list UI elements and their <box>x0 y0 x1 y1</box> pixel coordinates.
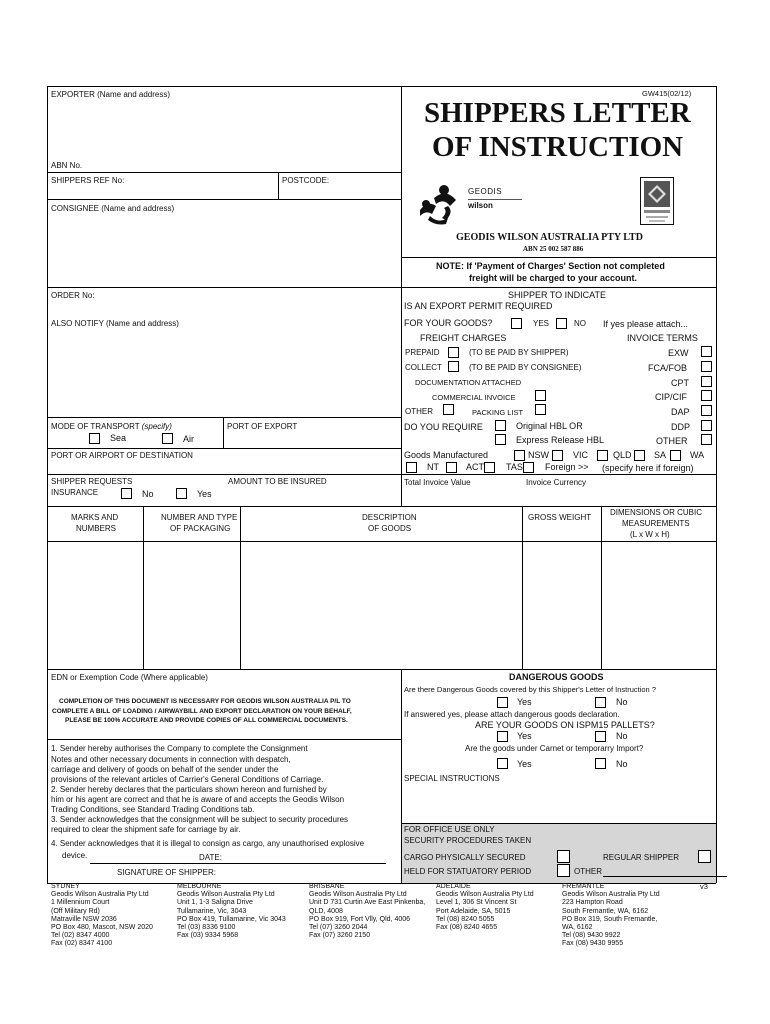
do-you-require: DO YOU REQUIRE <box>404 422 483 432</box>
state-wa: WA <box>690 450 705 460</box>
col-dims-1: DIMENSIONS OR CUBIC <box>610 508 703 517</box>
express-release-label: Express Release HBL <box>516 435 605 445</box>
office-line: Geodis Wilson Australia Pty Ltd <box>562 891 660 899</box>
insurance-label: INSURANCE <box>51 488 99 497</box>
carnet-no-checkbox[interactable] <box>595 758 606 769</box>
cargo-secured-label: CARGO PHYSICALLY SECURED <box>404 853 526 862</box>
term-ddp-checkbox[interactable] <box>701 420 712 431</box>
held-statutory-label: HELD FOR STATUATORY PERIOD <box>404 867 532 876</box>
term-cpt: CPT <box>671 378 689 388</box>
other-doc-checkbox[interactable] <box>443 404 454 415</box>
state-nt: NT <box>427 462 439 472</box>
office-line: Tel (02) 8347 4000 <box>51 932 110 940</box>
sea-checkbox[interactable] <box>89 433 100 444</box>
term-line-1: 1. Sender hereby authorises the Company to complete the Consignment <box>51 744 308 753</box>
office-line: PO Box 919, Fort Vlly, Qld, 4006 <box>309 915 411 923</box>
office-city: MELBOURNE <box>177 883 222 890</box>
ispm-yes-checkbox[interactable] <box>497 731 508 742</box>
regular-shipper-label: REGULAR SHIPPER <box>603 853 680 862</box>
office-line: Geodis Wilson Australia Pty Ltd <box>51 891 149 899</box>
port-destination-label: PORT OR AIRPORT OF DESTINATION <box>51 451 193 460</box>
mode-of-transport-label: MODE OF TRANSPORT (specify) <box>51 422 172 431</box>
form-code: GW415(02/12) <box>642 89 692 98</box>
term-line-3: carriage and delivery of goods on behalf of the sender under the <box>51 765 279 774</box>
office-line: Fax (07) 3260 2150 <box>309 932 371 940</box>
permit-yes-label: YES <box>533 319 550 328</box>
office-use-label: FOR OFFICE USE ONLY <box>404 825 495 834</box>
completion-line-3: PLEASE BE 100% ACCURATE AND PROVIDE COPIES OF ALL COMMERCIAL DOCUMENTS. <box>65 717 348 724</box>
office-line: Tullamarine, Vic, 3043 <box>177 907 247 915</box>
carnet-question: Are the goods under Carnet or temporarry Import? <box>465 744 644 753</box>
paid-by-shipper: (TO BE PAID BY SHIPPER) <box>469 348 569 357</box>
office-line: Unit 1, 1-3 Saligna Drive <box>177 899 253 907</box>
note-line-2: freight will be charged to your account. <box>469 273 638 283</box>
freight-charges-label: FREIGHT CHARGES <box>420 333 507 343</box>
col-desc-1: DESCRIPTION <box>362 513 417 522</box>
term-line-6: him or his agent are correct and that he is aware of and accepts the Geodis Wilson <box>51 795 345 804</box>
office-city: FREMANTLE <box>562 883 605 890</box>
term-exw: EXW <box>668 348 689 358</box>
office-line: 1 Millennium Court <box>51 899 110 907</box>
office-line: PO Box 319, South Fremantle, <box>562 915 658 923</box>
state-vic: VIC <box>573 450 589 460</box>
doc-attached-label: DOCUMENTATION ATTACHED <box>415 378 522 387</box>
office-line: Unit D 731 Curtin Ave East Pinkenba, <box>309 899 426 907</box>
office-brisbane <box>309 883 439 940</box>
geodis-logo <box>418 180 528 226</box>
ispm-no-checkbox[interactable] <box>595 731 606 742</box>
office-line: Fax (03) 9334 5968 <box>177 932 239 940</box>
col-dims-2: MEASUREMENTS <box>622 519 690 528</box>
prepaid-label: PREPAID <box>405 348 440 357</box>
exporter-label: EXPORTER (Name and address) <box>51 90 171 99</box>
office-adelaide <box>436 883 560 932</box>
collect-checkbox[interactable] <box>448 361 459 372</box>
term-cpt-checkbox[interactable] <box>701 376 712 387</box>
completion-line-1: COMPLETION OF THIS DOCUMENT IS NECESSARY FOR GEODIS WILSON AUSTRALIA P/L TO <box>59 698 351 705</box>
state-qld: QLD <box>613 450 632 460</box>
title-line-2: OF INSTRUCTION <box>432 131 684 163</box>
vic-checkbox[interactable] <box>552 450 563 461</box>
regular-shipper-checkbox[interactable] <box>698 850 711 863</box>
dangerous-goods-heading: DANGEROUS GOODS <box>509 672 604 682</box>
logo-wilson-text: wilson <box>468 201 493 210</box>
invoice-terms-label: INVOICE TERMS <box>627 333 698 343</box>
term-line-2: Notes and other necessary documents in connection with despatch, <box>51 755 291 764</box>
permit-no-checkbox[interactable] <box>556 318 567 329</box>
office-line: South Fremantle, WA, 6162 <box>562 907 649 915</box>
amount-insured-label: AMOUNT TO BE INSURED <box>228 477 327 486</box>
state-act: ACT <box>466 462 484 472</box>
insurance-no-checkbox[interactable] <box>121 488 132 499</box>
carnet-yes-label: Yes <box>517 759 532 769</box>
air-label: Air <box>183 434 194 444</box>
dg-yes-checkbox[interactable] <box>497 697 508 708</box>
office-line: WA, 6162 <box>562 924 593 932</box>
term-fca-fob-checkbox[interactable] <box>701 361 712 372</box>
special-instructions-label: SPECIAL INSTRUCTIONS <box>404 774 500 783</box>
date-label: DATE: <box>199 853 222 862</box>
sea-label: Sea <box>110 433 127 443</box>
wa-checkbox[interactable] <box>670 450 681 461</box>
office-sydney <box>51 883 176 949</box>
company-name: GEODIS WILSON AUSTRALIA PTY LTD <box>456 232 643 243</box>
term-line-8: 3. Sender acknowledges that the consignment will be subject to security procedures <box>51 815 349 824</box>
total-invoice-label: Total Invoice Value <box>404 478 471 487</box>
office-line: Geodis Wilson Australia Pty Ltd <box>177 891 275 899</box>
specify-foreign: (specify here if foreign) <box>602 463 694 473</box>
air-checkbox[interactable] <box>162 433 173 444</box>
dg-attach-note: If answered yes, please attach dangerous goods declaration. <box>404 710 620 719</box>
office-line: Fax (08) 9430 9955 <box>562 940 624 948</box>
term-4-line-1: 4. Sender acknowledges that it is illegal to consign as cargo, any unauthorised explosive <box>51 839 365 848</box>
term-cip-cif: CIP/CIF <box>655 392 688 402</box>
invoice-currency-label: Invoice Currency <box>526 478 587 487</box>
act-checkbox[interactable] <box>446 462 457 473</box>
title-line-1: SHIPPERS LETTER <box>424 97 691 129</box>
state-nsw: NSW <box>528 450 549 460</box>
nsw-checkbox[interactable] <box>514 450 525 461</box>
port-of-export-label: PORT OF EXPORT <box>227 422 298 431</box>
insurance-yes-label: Yes <box>197 489 212 499</box>
paid-by-consignee: (TO BE PAID BY CONSIGNEE) <box>469 363 582 372</box>
office-line: Geodis Wilson Australia Pty Ltd <box>436 891 534 899</box>
postcode-label: POSTCODE: <box>282 176 330 185</box>
abn-label: ABN No. <box>51 161 83 170</box>
carnet-yes-checkbox[interactable] <box>497 758 508 769</box>
for-your-goods: FOR YOUR GOODS? <box>404 318 493 328</box>
office-line: Port Adelaide, SA, 5015 <box>436 907 511 915</box>
edn-label: EDN or Exemption Code (Where applicable) <box>51 673 208 682</box>
col-marks-2: NUMBERS <box>76 524 117 533</box>
term-dap-checkbox[interactable] <box>701 405 712 416</box>
commercial-invoice-checkbox[interactable] <box>535 390 546 401</box>
dg-question: Are there Dangerous Goods covered by this Shipper's Letter of Instruction ? <box>404 685 656 694</box>
col-gross: GROSS WEIGHT <box>528 513 592 522</box>
office-line: QLD, 4008 <box>309 907 343 915</box>
foreign-label: Foreign >> <box>545 462 589 472</box>
office-line: Matraville NSW 2036 <box>51 915 117 923</box>
nt-checkbox[interactable] <box>406 462 417 473</box>
term-line-5: 2. Sender hereby declares that the particulars shown hereon and furnished by <box>51 785 327 794</box>
office-line: 223 Hampton Road <box>562 899 623 907</box>
permit-yes-checkbox[interactable] <box>511 318 522 329</box>
collect-label: COLLECT <box>405 363 442 372</box>
company-abn: ABN 25 002 587 886 <box>523 245 584 253</box>
cargo-secured-checkbox[interactable] <box>557 850 570 863</box>
version-label: v3 <box>700 882 708 891</box>
foreign-checkbox[interactable] <box>523 462 534 473</box>
if-yes-attach: If yes please attach... <box>603 319 689 329</box>
original-hbl-checkbox[interactable] <box>495 420 506 431</box>
express-release-checkbox[interactable] <box>495 434 506 445</box>
term-4-line-2: device. <box>62 851 88 860</box>
packing-list-checkbox[interactable] <box>535 404 546 415</box>
security-taken-label: SECURITY PROCEDURES TAKEN <box>404 836 532 845</box>
term-line-7: Trading Conditions, see Standard Trading Conditions tab. <box>51 805 255 814</box>
export-permit-question: IS AN EXPORT PERMIT REQUIRED <box>404 301 553 311</box>
dg-no-checkbox[interactable] <box>595 697 606 708</box>
term-ddp: DDP <box>671 422 691 432</box>
office-line: Tel (08) 9430 9922 <box>562 932 621 940</box>
note-line-1: NOTE: If 'Payment of Charges' Section not completed <box>436 261 665 271</box>
office-line: Tel (03) 8336 9100 <box>177 924 236 932</box>
office-line: Tel (08) 8240 5055 <box>436 915 495 923</box>
sa-checkbox[interactable] <box>634 450 645 461</box>
office-line: (Off Military Rd) <box>51 907 100 915</box>
ispm-no-label: No <box>616 731 628 741</box>
goods-manufactured: Goods Manufactured <box>404 450 489 460</box>
term-other-checkbox[interactable] <box>701 434 712 445</box>
office-line: Tel (07) 3260 2044 <box>309 924 368 932</box>
commercial-invoice-label: COMMERCIAL INVOICE <box>432 393 516 402</box>
office-fremantle <box>562 883 698 949</box>
certification-logo <box>640 177 674 225</box>
completion-line-2: COMPLETE A BILL OF LOADING / AIRWAYBILL AND EXPORT DECLARATION ON YOUR BEHALF, <box>52 708 352 715</box>
insurance-yes-checkbox[interactable] <box>176 488 187 499</box>
ispm-yes-label: Yes <box>517 731 532 741</box>
term-dap: DAP <box>671 407 690 417</box>
also-notify-label: ALSO NOTIFY (Name and address) <box>51 319 179 328</box>
ispm-question: ARE YOUR GOODS ON ISPM15 PALLETS? <box>475 720 655 730</box>
office-city: ADELAIDE <box>436 883 471 890</box>
office-line: PO Box 419, Tullamarine, Vic 3043 <box>177 915 286 923</box>
carnet-no-label: No <box>616 759 628 769</box>
term-cip-cif-checkbox[interactable] <box>701 390 712 401</box>
term-fca-fob: FCA/FOB <box>648 363 688 373</box>
term-other: OTHER <box>656 436 688 446</box>
qld-checkbox[interactable] <box>597 450 608 461</box>
office-line: Geodis Wilson Australia Pty Ltd <box>309 891 407 899</box>
permit-no-label: NO <box>574 319 586 328</box>
logo-geodis-text: GEODIS <box>468 187 503 196</box>
state-tas: TAS <box>506 462 523 472</box>
term-line-9: required to clear the shipment safe for carriage by air. <box>51 825 241 834</box>
order-no-label: ORDER No: <box>51 291 95 300</box>
shipper-requests-label: SHIPPER REQUESTS <box>51 477 133 486</box>
packing-list-label: PACKING LIST <box>472 408 524 417</box>
office-city: SYDNEY <box>51 883 80 890</box>
col-number-2: OF PACKAGING <box>170 524 231 533</box>
tas-checkbox[interactable] <box>484 462 495 473</box>
term-line-4: provisions of the relevant articles of Carrier's General Conditions of Carriage. <box>51 775 324 784</box>
col-desc-2: OF GOODS <box>368 524 412 533</box>
held-statutory-checkbox[interactable] <box>557 864 570 877</box>
other-office-label: OTHER <box>574 867 602 876</box>
state-sa: SA <box>654 450 667 460</box>
shippers-ref-label: SHIPPERS REF No: <box>51 176 125 185</box>
dg-yes-label: Yes <box>517 697 532 707</box>
office-melbourne <box>177 883 307 940</box>
office-city: BRISBANE <box>309 883 345 890</box>
office-line: Level 1, 306 St Vincent St <box>436 899 517 907</box>
col-dims-3: (L x W x H) <box>630 530 670 539</box>
shipper-to-indicate: SHIPPER TO INDICATE <box>508 290 607 300</box>
col-number-1: NUMBER AND TYPE <box>161 513 238 522</box>
col-marks-1: MARKS AND <box>71 513 119 522</box>
office-line: Fax (02) 8347 4100 <box>51 940 113 948</box>
original-hbl-label: Original HBL OR <box>516 421 583 431</box>
office-line: PO Box 480, Mascot, NSW 2020 <box>51 924 153 932</box>
other-doc-label: OTHER <box>405 407 433 416</box>
consignee-label: CONSIGNEE (Name and address) <box>51 204 175 213</box>
prepaid-checkbox[interactable] <box>448 347 459 358</box>
signature-label: SIGNATURE OF SHIPPER: <box>117 868 216 877</box>
term-exw-checkbox[interactable] <box>701 346 712 357</box>
insurance-no-label: No <box>142 489 154 499</box>
dg-no-label: No <box>616 697 628 707</box>
office-line: Fax (08) 8240 4655 <box>436 924 498 932</box>
